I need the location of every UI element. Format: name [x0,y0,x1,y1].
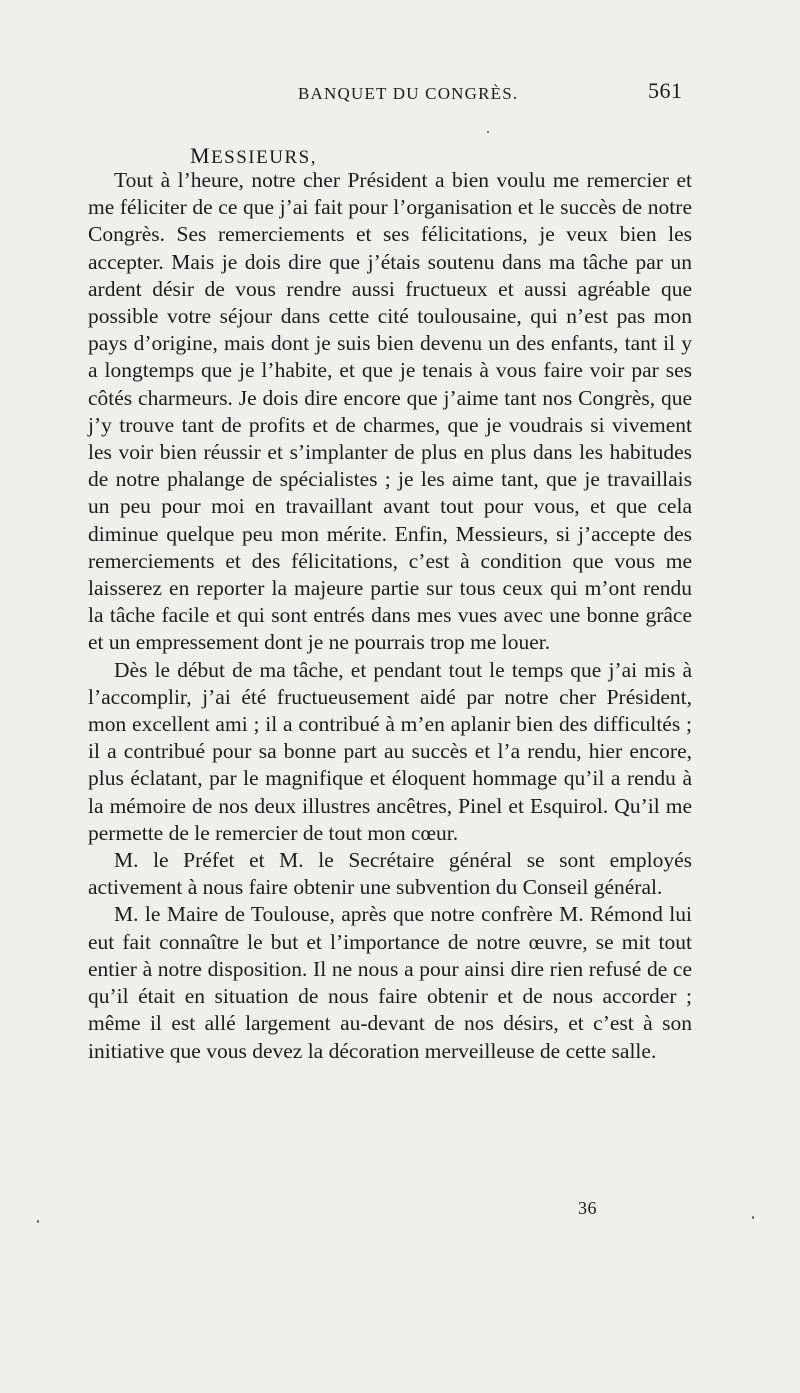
salutation-rest: ESSIEURS, [211,147,317,168]
running-title: BANQUET DU CONGRÈS. [298,84,519,103]
printer-signature-mark: 36 [578,1198,597,1218]
page-number: 561 [648,78,683,103]
paragraph-prefect: M. le Préfet et M. le Secrétaire général se sont employés activement à nous faire obtenir une subvention du Conseil général. [88,848,692,900]
paragraph-president: Dès le début de ma tâche, et pendant tout le temps que j’ai mis à l’accomplir, j’ai été fructueusement aidé par notre cher Président, mon excellent ami ; il a contribué à m’en aplanir bien des difficultés ; il a contribué pour sa bonne part au succès et l’a rendu, hier encore, plus éclatant, par le magnifique et éloquent hommage qu’il a rendu à la mémoire de nos deux illustres ancêtres, Pinel et Esquirol. Qu’il me permette de le remercier de tout mon cœur. [88,657,692,845]
paper-speck [752,1216,754,1219]
paragraph-mayor: M. le Maire de Toulouse, après que notre confrère M. Rémond lui eut fait connaître le but et l’importance de notre œuvre, se mit tout entier à notre disposition. Il ne nous a pour ainsi dire rien refusé de ce qu’il était en situation de nous faire obtenir et de nous accorder ; même il est allé largement au-devant de nos désirs, et c’est à son initiative que vous devez la décoration merveilleuse de cette salle. [88,902,692,1063]
speech-body [88,167,692,1065]
salutation-heading [190,143,317,169]
paragraph-thanks: Tout à l’heure, notre cher Président a bien voulu me remercier et me féliciter de ce que j’ai fait pour l’organisation et le succès de notre Congrès. Ses remerciements et ses félicitations, je veux bien les accepter. Mais je dois dire que j’étais soutenu dans ma tâche par un ardent désir de vous rendre aussi fructueux et aussi agréable que possible votre séjour dans cette cité toulousaine, qui n’est pas mon pays d’origine, mais dont je suis bien devenu un des enfants, tant il y a longtemps que je l’habite, et que je tenais à vous faire voir par ses côtés charmeurs. Je dois dire encore que j’aime tant nos Congrès, que j’y trouve tant de profits et de charmes, que je voudrais si vivement les voir bien réussir et s’implanter de plus en plus dans les habitudes de notre phalange de spécialistes ; je les aime tant, que je travaillais un peu pour moi en travaillant avant tout pour vous, et que cela diminue quelque peu mon mérite. Enfin, Messieurs, si j’accepte des remerciements et des félicitations, c’est à condition que vous me laisserez en reporter la majeure partie sur tous ceux qui m’ont rendu la tâche facile et qui sont entrés dans mes vues avec une bonne grâce et un empressement dont je ne pourrais trop me louer. [88,168,692,655]
paper-speck [487,131,489,133]
paper-speck [37,1220,39,1223]
running-header [0,78,800,108]
salutation-initial: M [190,143,212,168]
